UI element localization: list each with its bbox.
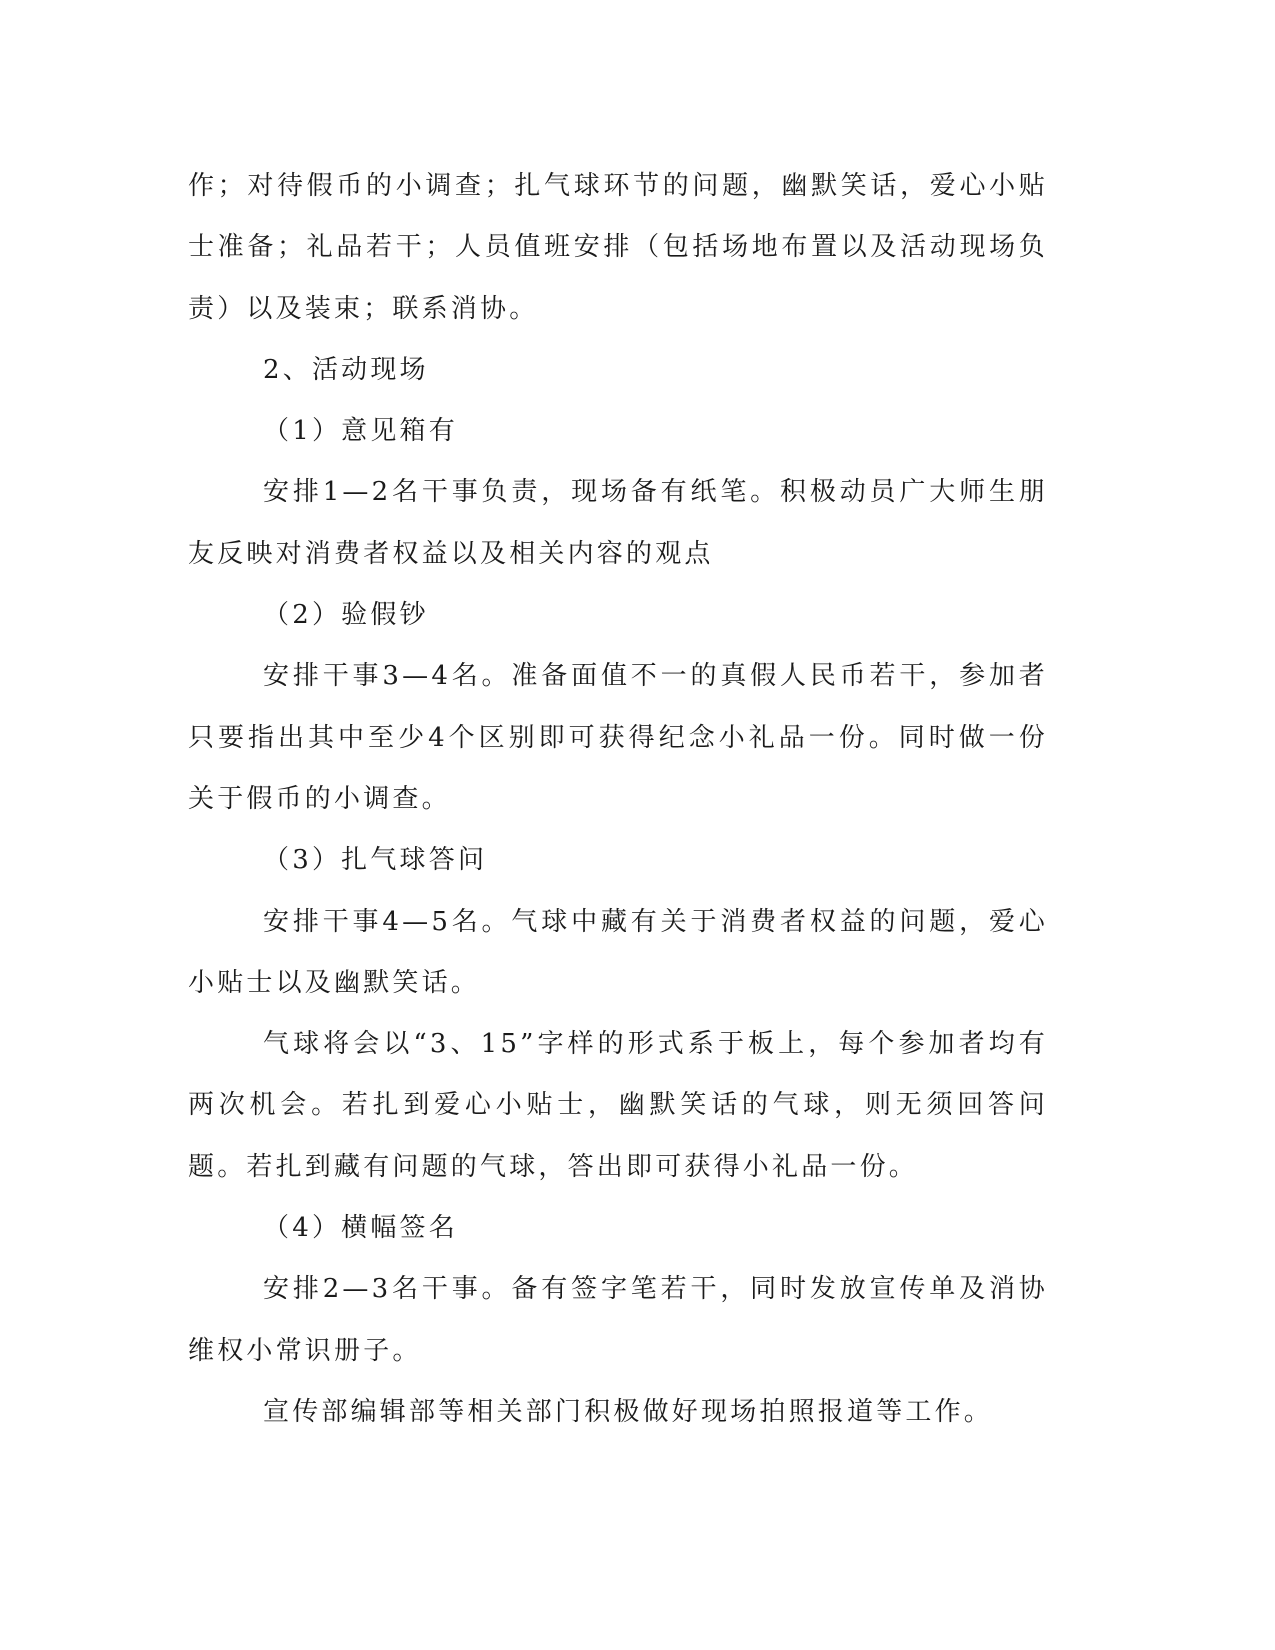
subheading-suggestion-box: （1）意见箱有 — [263, 416, 458, 447]
paragraph-counterfeit-check: 安排干事3—4名。准备面值不一的真假人民币若干，参加者只要指出其中至少4个区别即可获得纪念小礼品一份。同时做一份关于假币的小调查。 — [188, 661, 1048, 814]
paragraph-banner-signing: 安排2—3名干事。备有签字笔若干，同时发放宣传单及消协维权小常识册子。 — [188, 1274, 1048, 1366]
paragraph-balloon-quiz: 安排干事4—5名。气球中藏有关于消费者权益的问题，爱心小贴士以及幽默笑话。 — [188, 906, 1048, 998]
section-heading-activity-site: 2、活动现场 — [263, 354, 429, 385]
subheading-balloon-quiz: （3）扎气球答问 — [263, 845, 488, 876]
subheading-counterfeit-check: （2）验假钞 — [263, 600, 429, 631]
paragraph-preparation-continued: 作；对待假币的小调查；扎气球环节的问题，幽默笑话，爱心小贴士准备；礼品若干；人员值班安排（包括场地布置以及活动现场负责）以及装束；联系消协。 — [188, 171, 1048, 324]
subheading-banner-signing: （4）横幅签名 — [263, 1213, 458, 1244]
paragraph-balloon-rules: 气球将会以“3、15”字样的形式系于板上，每个参加者均有两次机会。若扎到爱心小贴士，幽默笑话的气球，则无须回答问题。若扎到藏有问题的气球，答出即可获得小礼品一份。 — [188, 1029, 1048, 1182]
paragraph-suggestion-box: 安排1—2名干事负责，现场备有纸笔。积极动员广大师生朋友反映对消费者权益以及相关内容的观点 — [188, 477, 1048, 569]
document-body — [188, 156, 1048, 1443]
paragraph-publicity: 宣传部编辑部等相关部门积极做好现场拍照报道等工作。 — [263, 1396, 994, 1427]
